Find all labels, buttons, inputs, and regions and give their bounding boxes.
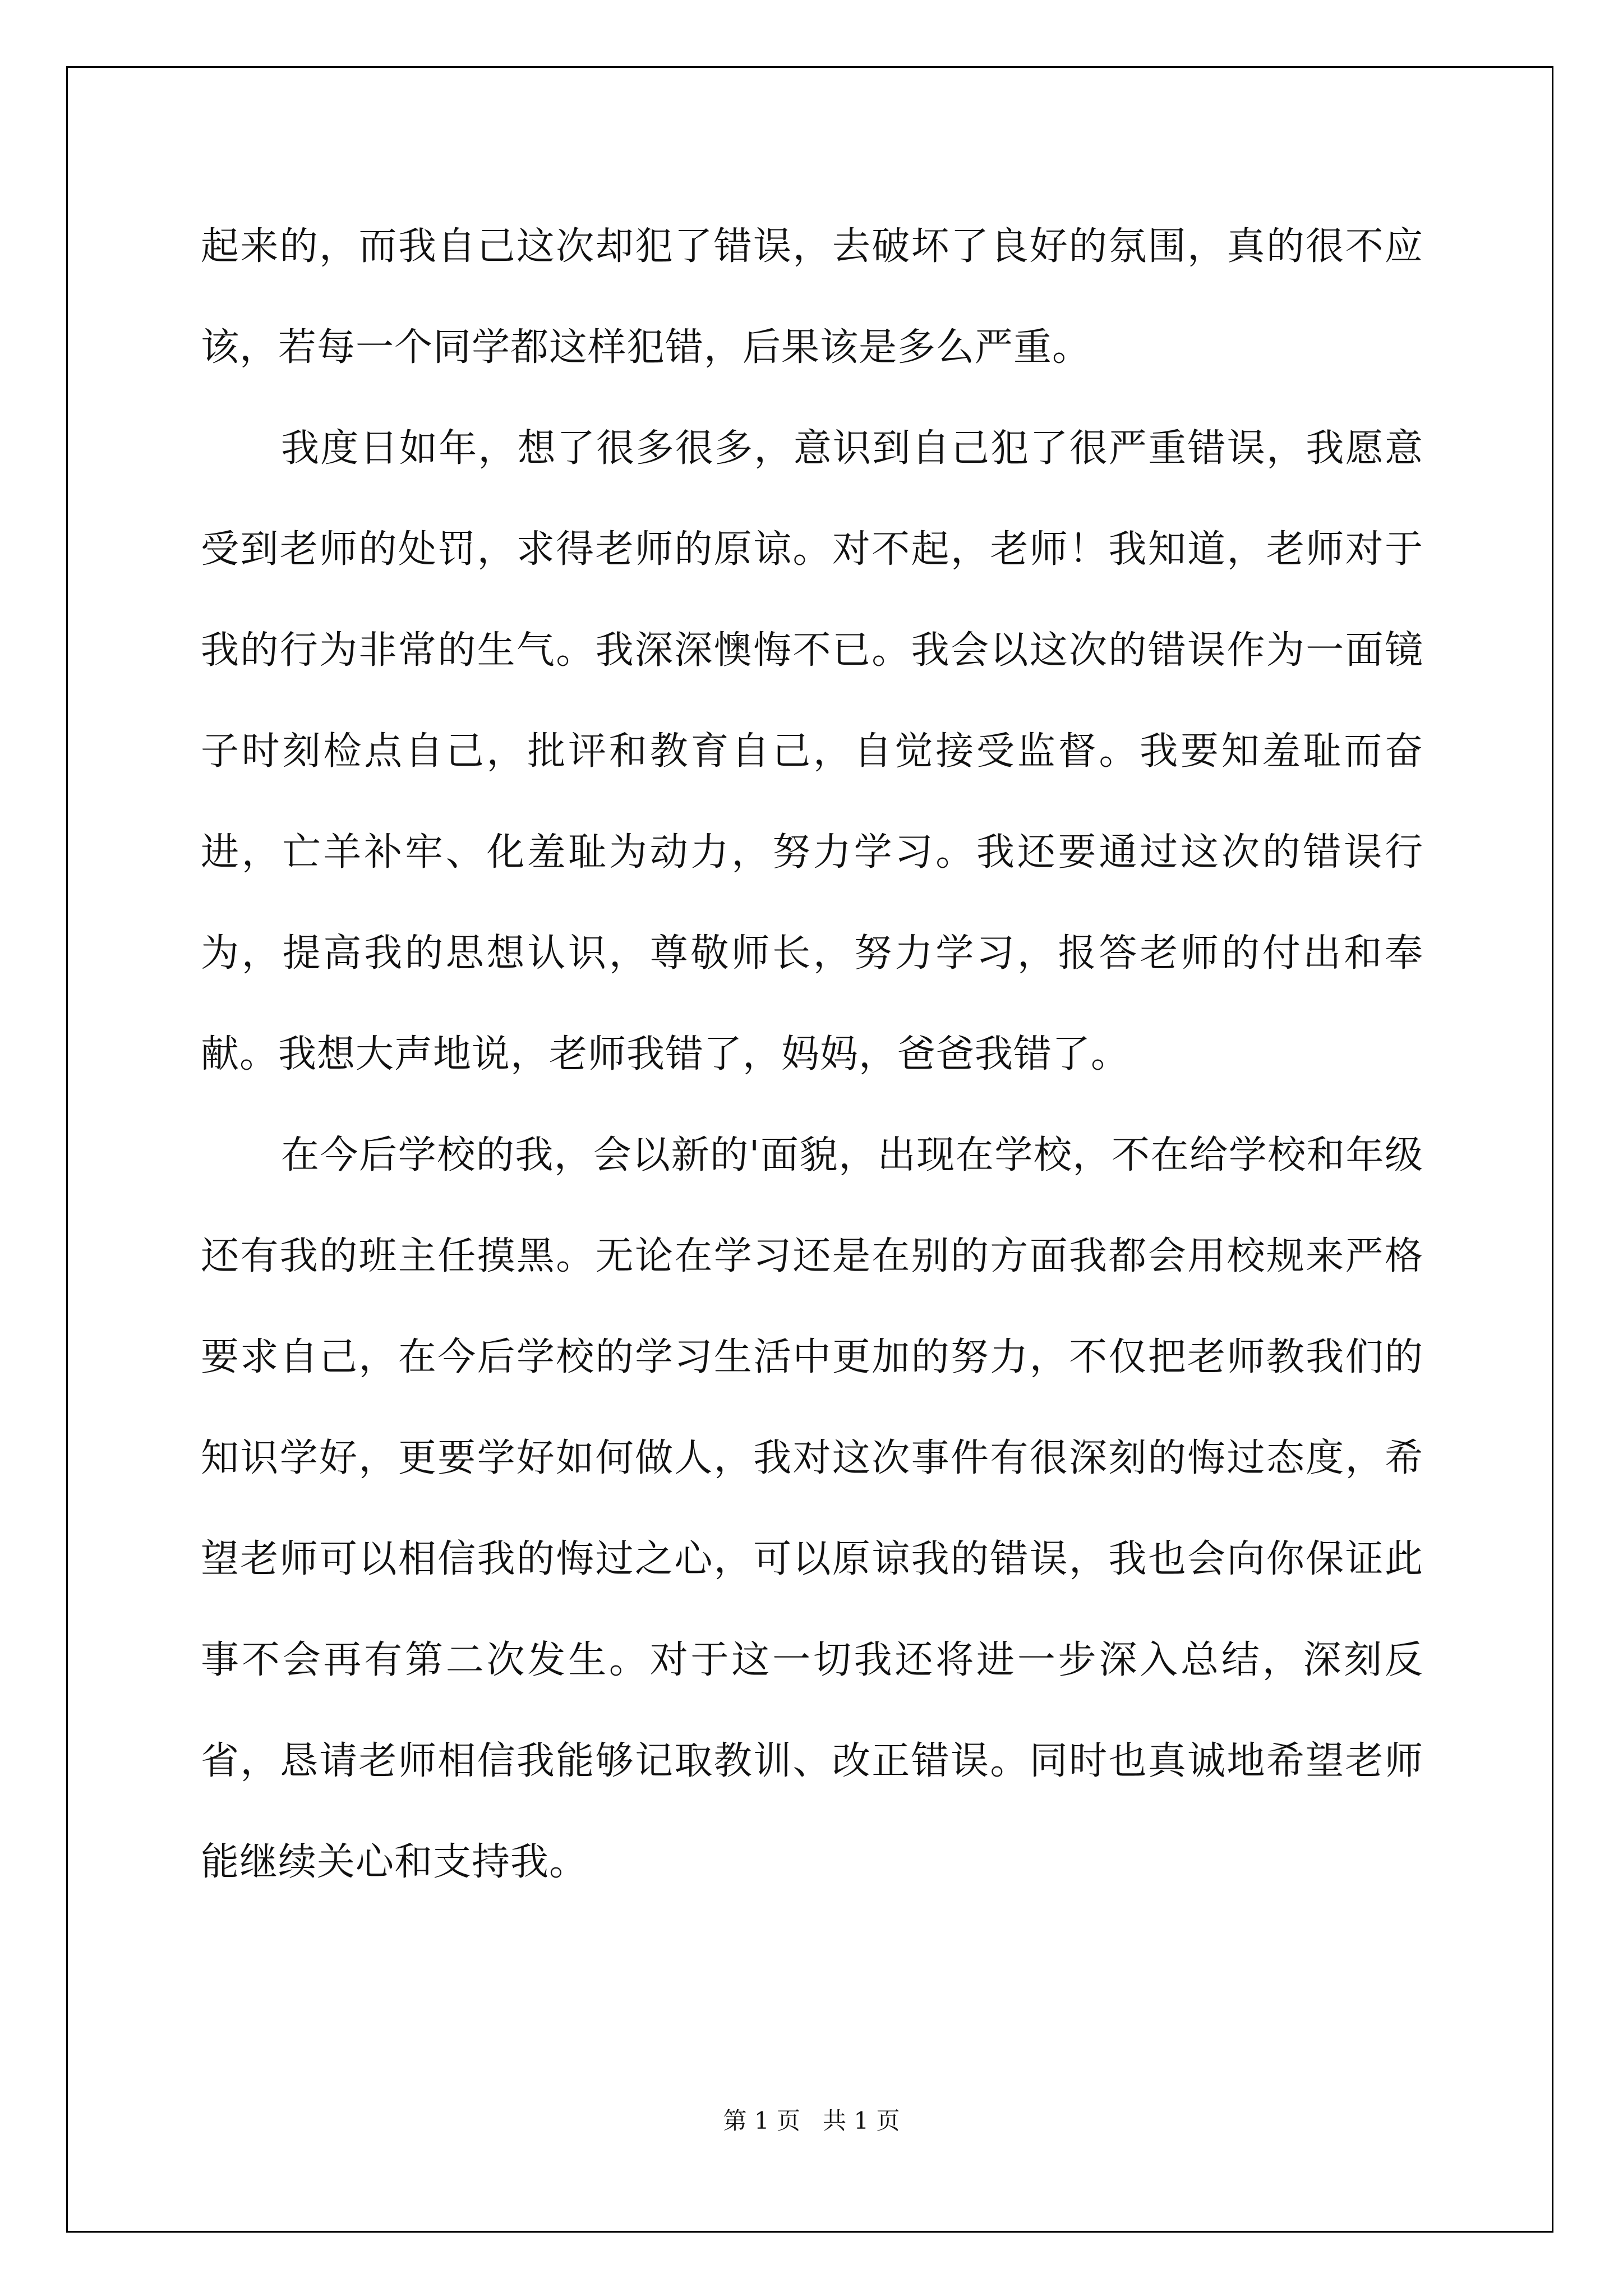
page-footer: 第 1 页 共 1 页 xyxy=(723,2107,900,2134)
paragraph-2: 我度日如年，想了很多很多，意识到自己犯了很严重错误，我愿意受到老师的处罚，求得老师的原谅。对不起，老师！我知道，老师对于我的行为非常的生气。我深深懊悔不已。我会以这次的错误作为一面镜子时刻检点自己，批评和教育自己，自觉接受监督。我要知羞耻而奋进，亡羊补牢、化羞耻为动力，努力学习。我还要通过这次的错误行为，提高我的思想认识，尊敬师长，努力学习，报答老师的付出和奉献。我想大声地说，老师我错了，妈妈，爸爸我错了。 xyxy=(201,426,1423,1076)
paragraph-3: 在今后学校的我，会以新的'面貌，出现在学校，不在给学校和年级还有我的班主任摸黑。无论在学习还是在别的方面我都会用校规来严格要求自己，在今后学校的学习生活中更加的努力，不仅把老师教我们的知识学好，更要学好如何做人，我对这次事件有很深刻的悔过态度，希望老师可以相信我的悔过之心，可以原谅我的错误，我也会向你保证此事不会再有第二次发生。对于这一切我还将进一步深入总结，深刻反省，恳请老师相信我能够记取教训、改正错误。同时也真诚地希望老师能继续关心和支持我。 xyxy=(201,1133,1423,1884)
document-body xyxy=(201,196,1423,1913)
paragraph-1: 起来的，而我自己这次却犯了错误，去破坏了良好的氛围，真的很不应该，若每一个同学都这样犯错，后果该是多么严重。 xyxy=(201,224,1423,370)
